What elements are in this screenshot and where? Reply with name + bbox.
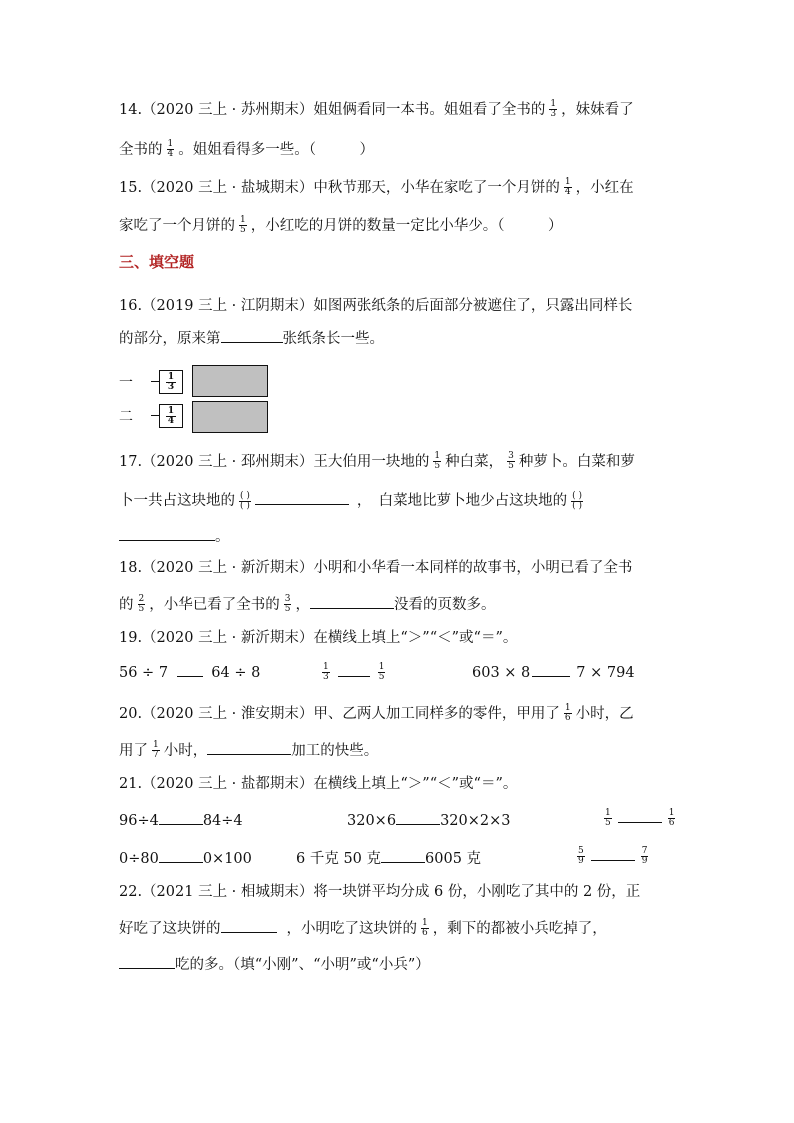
q15-text-b: ，小红在 xyxy=(575,180,634,196)
q20-fraction-1: $\frac{1}{6}$ xyxy=(564,702,571,723)
q19-expr-2: $\frac{1}{3}$ $\frac{1}{5}$ xyxy=(323,661,385,682)
q18-answer-blank[interactable] xyxy=(310,594,394,609)
q15-answer-paren[interactable]: ，小红吃的月饼的数量一定比小华少。（ ） xyxy=(250,218,563,234)
q17-text-d: 卜一共占这块地的 xyxy=(119,493,235,509)
strip-1-cover xyxy=(192,365,268,397)
q18-line2 xyxy=(119,594,495,615)
q16-answer-blank[interactable] xyxy=(221,328,283,343)
section-heading: 三、填空题 xyxy=(119,253,195,271)
q17-answer-blank-1[interactable] xyxy=(255,490,349,505)
q16-line2 xyxy=(119,328,384,349)
strip-2-fraction: $\frac{1}{4}$ xyxy=(159,404,183,428)
q15-text-a: 15.（2020 三上 · 盐城期末）中秋节那天，小华在家吃了一个月饼的 xyxy=(119,180,560,196)
q17-text-b: 种白菜， xyxy=(445,454,504,470)
q21-blank-5[interactable] xyxy=(381,848,425,863)
q21-blank-1[interactable] xyxy=(159,810,203,825)
q18-fraction-1: $\frac{2}{5}$ xyxy=(138,593,145,614)
q18-text-a: 的 xyxy=(119,597,134,613)
q22-text-a: 好吃了这块饼的 xyxy=(119,921,221,937)
q19-expr-1: 56 ÷ 7 64 ÷ 8 xyxy=(119,662,260,683)
q21-blank-6[interactable] xyxy=(591,846,635,861)
q20-text-e: 加工的快些。 xyxy=(291,743,379,759)
q15-line2 xyxy=(119,216,562,236)
q17-paren-fraction-2[interactable]: ( ) ( ) xyxy=(572,490,583,511)
q21-line1: 21.（2020 三上 · 盐都期末）在横线上填上“＞”“＜”或“＝”。 xyxy=(119,776,518,792)
q14-fraction-2: $\frac{1}{4}$ xyxy=(167,138,174,159)
q21-blank-4[interactable] xyxy=(159,848,203,863)
q21-expr-4: 0÷80 0×100 xyxy=(119,848,252,869)
q20-text-d: 小时， xyxy=(163,743,208,759)
q21-blank-3[interactable] xyxy=(618,808,662,823)
q22-text-b: ，小明吃了这块饼的 xyxy=(286,921,417,937)
q17-fraction-2: $\frac{3}{5}$ xyxy=(508,450,514,471)
q17-line2 xyxy=(119,490,587,511)
q15-line1 xyxy=(119,178,634,198)
q22-text-d: 吃的多。（填“小刚”、“小明”或“小兵”） xyxy=(175,957,430,973)
q16-text-b: 张纸条长一些。 xyxy=(282,331,384,347)
q17-text-e: ， 白菜地比萝卜地少占这块地的 xyxy=(356,493,568,509)
q14-answer-paren[interactable]: 。姐姐看得多一些。（ ） xyxy=(178,142,374,158)
q20-fraction-2: $\frac{1}{7}$ xyxy=(153,739,159,760)
q17-line1 xyxy=(119,452,635,472)
q15-fraction-1: $\frac{1}{4}$ xyxy=(564,176,571,197)
q22-text-c: ，剩下的都被小兵吃掉了， xyxy=(432,921,607,937)
q20-answer-blank[interactable] xyxy=(207,740,291,755)
q18-fraction-2: $\frac{3}{5}$ xyxy=(284,593,291,614)
strip-2-cover xyxy=(192,401,268,433)
q21-expr-1: 96÷4 84÷4 xyxy=(119,810,243,831)
q15-text-c: 家吃了一个月饼的 xyxy=(119,218,235,234)
q20-text-a: 20.（2020 三上 · 淮安期末）甲、乙两人加工同样多的零件，甲用了 xyxy=(119,706,560,722)
q18-line1: 18.（2020 三上 · 新沂期末）小明和小华看一本同样的故事书，小明已看了全书 xyxy=(119,560,633,576)
q21-expr-6: $\frac{5}{9}$ $\frac{7}{9}$ xyxy=(578,845,648,866)
q18-text-b: ，小华已看了全书的 xyxy=(149,597,280,613)
q21-expr-5: 6 千克 50 克 6005 克 xyxy=(296,848,481,869)
q19-line1: 19.（2020 三上 · 新沂期末）在横线上填上“＞”“＜”或“＝”。 xyxy=(119,630,518,646)
q20-line2 xyxy=(119,740,378,761)
q21-blank-2[interactable] xyxy=(396,810,440,825)
q17-fraction-1: $\frac{1}{5}$ xyxy=(434,450,441,471)
q17-text-f: 。 xyxy=(215,529,230,545)
q22-fraction-1: $\frac{1}{6}$ xyxy=(422,917,428,938)
q14-text-a: 14.（2020 三上 · 苏州期末）姐姐俩看同一本书。姐姐看了全书的 xyxy=(119,102,546,118)
strip-1-label: 一 xyxy=(119,375,133,391)
strip-1-connector xyxy=(151,381,159,382)
q18-text-c: ， xyxy=(295,597,310,613)
q20-text-b: 小时，乙 xyxy=(575,706,634,722)
q14-fraction-1: $\frac{1}{3}$ xyxy=(550,98,557,119)
q20-line1 xyxy=(119,704,634,724)
q17-text-a: 17.（2020 三上 · 邳州期末）王大伯用一块地的 xyxy=(119,454,430,470)
q14-line1 xyxy=(119,100,634,120)
strip-2-label: 二 xyxy=(119,409,133,425)
q22-line1: 22.（2021 三上 · 相城期末）将一块饼平均分成 6 份，小刚吃了其中的 2 份，正 xyxy=(119,884,641,900)
q22-line2 xyxy=(119,918,607,939)
q14-line2 xyxy=(119,140,374,160)
q14-text-b: ，妹妹看了 xyxy=(561,102,634,118)
q19-blank-3[interactable] xyxy=(532,662,570,677)
q22-line3 xyxy=(119,954,430,975)
q21-expr-3: $\frac{1}{5}$ $\frac{1}{6}$ xyxy=(605,807,675,828)
q16-line1: 16.（2019 三上 · 江阴期末）如图两张纸条的后面部分被遮住了，只露出同样长 xyxy=(119,298,633,314)
q16-text-a: 的部分，原来第 xyxy=(119,331,221,347)
q18-text-d: 没看的页数多。 xyxy=(393,597,496,613)
q22-answer-blank-1[interactable] xyxy=(221,918,277,933)
q21-expr-2: 320×6 320×2×3 xyxy=(347,810,511,831)
q22-answer-blank-2[interactable] xyxy=(119,954,175,969)
q19-blank-1[interactable] xyxy=(177,662,203,677)
q19-expr-3: 603 × 8 7 × 794 xyxy=(472,662,635,683)
q15-fraction-2: $\frac{1}{5}$ xyxy=(240,214,246,235)
q20-text-c: 用了 xyxy=(119,743,148,759)
q14-text-c: 全书的 xyxy=(119,142,163,158)
strip-1-fraction: $\frac{1}{3}$ xyxy=(159,370,183,394)
q19-blank-2[interactable] xyxy=(338,662,370,677)
q17-text-c: 种萝卜。白菜和萝 xyxy=(518,454,635,470)
strip-2-connector xyxy=(151,415,159,416)
q17-line3 xyxy=(119,526,230,547)
q17-answer-blank-2[interactable] xyxy=(119,526,215,541)
q17-paren-fraction-1[interactable]: ( ) ( ) xyxy=(240,490,250,511)
